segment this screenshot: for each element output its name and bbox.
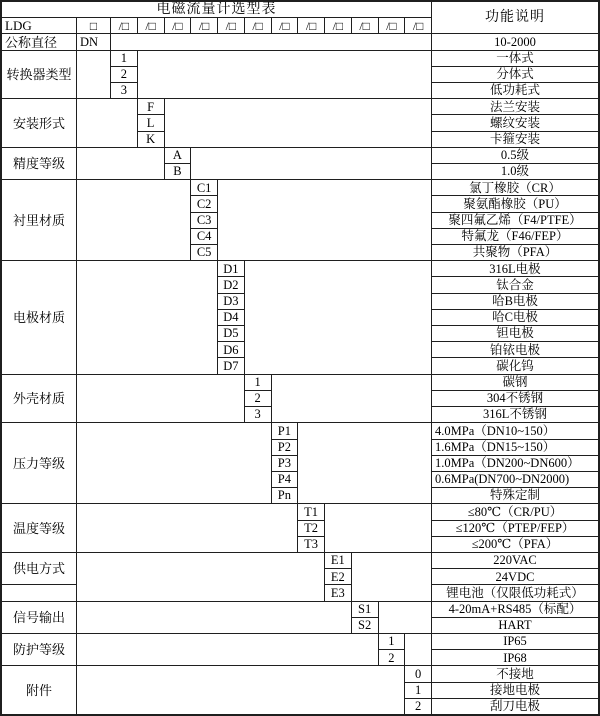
option-desc: 刮刀电极	[432, 699, 598, 714]
group-label: 安装形式	[2, 99, 76, 147]
filler-cell	[77, 423, 271, 503]
filler-cell	[77, 148, 164, 179]
option-desc: 聚四氟乙烯（F4/PTFE）	[432, 213, 598, 228]
filler-cell	[379, 602, 432, 633]
group-label: 防护等级	[2, 634, 76, 665]
option-desc: ≤80℃（CR/PU）	[432, 504, 598, 519]
option-code: DN	[77, 34, 110, 49]
group-label: 转换器类型	[2, 51, 76, 99]
option-desc: IP68	[432, 650, 598, 665]
model-box-first: □	[77, 18, 110, 33]
option-desc: 1.0级	[432, 164, 598, 179]
model-box-slot: /□	[325, 18, 351, 33]
option-desc: 1.0MPa（DN200~DN600）	[432, 456, 598, 471]
option-code: 1	[379, 634, 405, 649]
model-box-slot: /□	[352, 18, 378, 33]
filler-cell	[218, 180, 431, 260]
option-code: 3	[245, 407, 271, 422]
filler-cell	[77, 634, 378, 665]
option-code: 1	[245, 375, 271, 390]
option-desc: 共聚物（PFA）	[432, 245, 598, 260]
option-code: 2	[405, 699, 431, 714]
option-desc: 氯丁橡胶（CR）	[432, 180, 598, 195]
option-desc: 不接地	[432, 666, 598, 681]
group-label: 附件	[2, 666, 76, 714]
option-code: D7	[218, 358, 244, 373]
option-code: P2	[272, 440, 298, 455]
option-desc: 24VDC	[432, 569, 598, 584]
option-desc: 低功耗式	[432, 83, 598, 98]
option-desc: IP65	[432, 634, 598, 649]
filler-cell	[77, 180, 190, 260]
model-box-slot: /□	[272, 18, 298, 33]
option-code: D3	[218, 294, 244, 309]
model-prefix: LDG	[2, 18, 76, 33]
option-desc: 0.5级	[432, 148, 598, 163]
filler-cell	[77, 602, 351, 633]
option-code: T2	[298, 521, 324, 536]
model-box-slot: /□	[298, 18, 324, 33]
option-desc: 铂铱电极	[432, 342, 598, 357]
filler-cell	[298, 423, 431, 503]
filler-cell	[325, 504, 431, 552]
option-code: D5	[218, 326, 244, 341]
option-code: D6	[218, 342, 244, 357]
option-desc: 4-20mA+RS485（标配）	[432, 602, 598, 617]
option-desc: 碳钢	[432, 375, 598, 390]
group-label: 衬里材质	[2, 180, 76, 260]
filler-cell	[77, 666, 404, 714]
option-desc: 316L电极	[432, 261, 598, 276]
option-desc: 10-2000	[432, 34, 598, 49]
group-label: 外壳材质	[2, 375, 76, 423]
option-code: D2	[218, 277, 244, 292]
option-code: 1	[405, 683, 431, 698]
option-code: C2	[191, 196, 217, 211]
model-box-slot: /□	[138, 18, 164, 33]
group-label: 压力等级	[2, 423, 76, 503]
option-code: E1	[325, 553, 351, 568]
option-code: C5	[191, 245, 217, 260]
option-code: B	[165, 164, 191, 179]
option-desc: ≤200℃（PFA）	[432, 537, 598, 552]
model-box-slot: /□	[405, 18, 431, 33]
option-code: 0	[405, 666, 431, 681]
option-desc: 卡箍安装	[432, 132, 598, 147]
group-label-filler	[2, 585, 76, 600]
table-title: 电磁流量计选型表	[2, 2, 431, 17]
option-desc: 钛合金	[432, 277, 598, 292]
option-desc: 接地电极	[432, 683, 598, 698]
option-code: C3	[191, 213, 217, 228]
option-desc: 锂电池（仅限低功耗式）	[432, 585, 598, 600]
function-column-header: 功能说明	[432, 2, 598, 33]
option-code: A	[165, 148, 191, 163]
option-code: P4	[272, 472, 298, 487]
filler-cell	[77, 261, 217, 373]
group-label: 供电方式	[2, 553, 76, 584]
option-desc: 220VAC	[432, 553, 598, 568]
option-desc: 1.6MPa（DN15~150）	[432, 440, 598, 455]
option-desc: 0.6MPa(DN700~DN2000)	[432, 472, 598, 487]
option-code: S1	[352, 602, 378, 617]
option-desc: 304不锈钢	[432, 391, 598, 406]
option-code: P1	[272, 423, 298, 438]
option-code: L	[138, 115, 164, 130]
option-code: F	[138, 99, 164, 114]
model-box-slot: /□	[191, 18, 217, 33]
option-code: 2	[379, 650, 405, 665]
option-code: D1	[218, 261, 244, 276]
option-code: D4	[218, 310, 244, 325]
option-desc: HART	[432, 618, 598, 633]
option-desc: ≤120℃（PTEP/FEP）	[432, 521, 598, 536]
group-label: 精度等级	[2, 148, 76, 179]
model-box-slot: /□	[165, 18, 191, 33]
option-code: C4	[191, 229, 217, 244]
filler-cell	[77, 504, 297, 552]
option-code: 2	[111, 67, 137, 82]
option-code: T3	[298, 537, 324, 552]
option-code: S2	[352, 618, 378, 633]
option-desc: 螺纹安装	[432, 115, 598, 130]
group-label: 信号输出	[2, 602, 76, 633]
option-desc: 4.0MPa（DN10~150）	[432, 423, 598, 438]
group-label: 公称直径	[2, 34, 76, 49]
filler-cell	[77, 51, 110, 99]
option-desc: 法兰安装	[432, 99, 598, 114]
option-desc: 316L不锈钢	[432, 407, 598, 422]
group-label: 温度等级	[2, 504, 76, 552]
model-box-slot: /□	[218, 18, 244, 33]
option-desc: 聚氨酯橡胶（PU）	[432, 196, 598, 211]
option-desc: 分体式	[432, 67, 598, 82]
option-code: T1	[298, 504, 324, 519]
filler-cell	[165, 99, 432, 147]
option-code: Pn	[272, 488, 298, 503]
option-code: C1	[191, 180, 217, 195]
option-code: 1	[111, 51, 137, 66]
option-desc: 碳化钨	[432, 358, 598, 373]
model-box-slot: /□	[379, 18, 405, 33]
filler-cell	[245, 261, 431, 373]
option-desc: 钽电极	[432, 326, 598, 341]
filler-cell	[405, 634, 431, 665]
option-code: K	[138, 132, 164, 147]
model-box-slot: /□	[111, 18, 137, 33]
option-desc: 特殊定制	[432, 488, 598, 503]
filler-cell	[77, 375, 244, 423]
filler-cell	[77, 553, 324, 601]
filler-cell	[138, 51, 431, 99]
option-code: 3	[111, 83, 137, 98]
option-desc: 特氟龙（F46/FEP）	[432, 229, 598, 244]
option-code: E2	[325, 569, 351, 584]
option-code: P3	[272, 456, 298, 471]
group-label: 电极材质	[2, 261, 76, 373]
option-code: 2	[245, 391, 271, 406]
filler-cell	[191, 148, 431, 179]
option-desc: 一体式	[432, 51, 598, 66]
filler-cell	[111, 34, 431, 49]
filler-cell	[272, 375, 432, 423]
filler-cell	[352, 553, 431, 601]
model-box-slot: /□	[245, 18, 271, 33]
option-code: E3	[325, 585, 351, 600]
option-desc: 哈C电极	[432, 310, 598, 325]
filler-cell	[77, 99, 137, 147]
option-desc: 哈B电极	[432, 294, 598, 309]
